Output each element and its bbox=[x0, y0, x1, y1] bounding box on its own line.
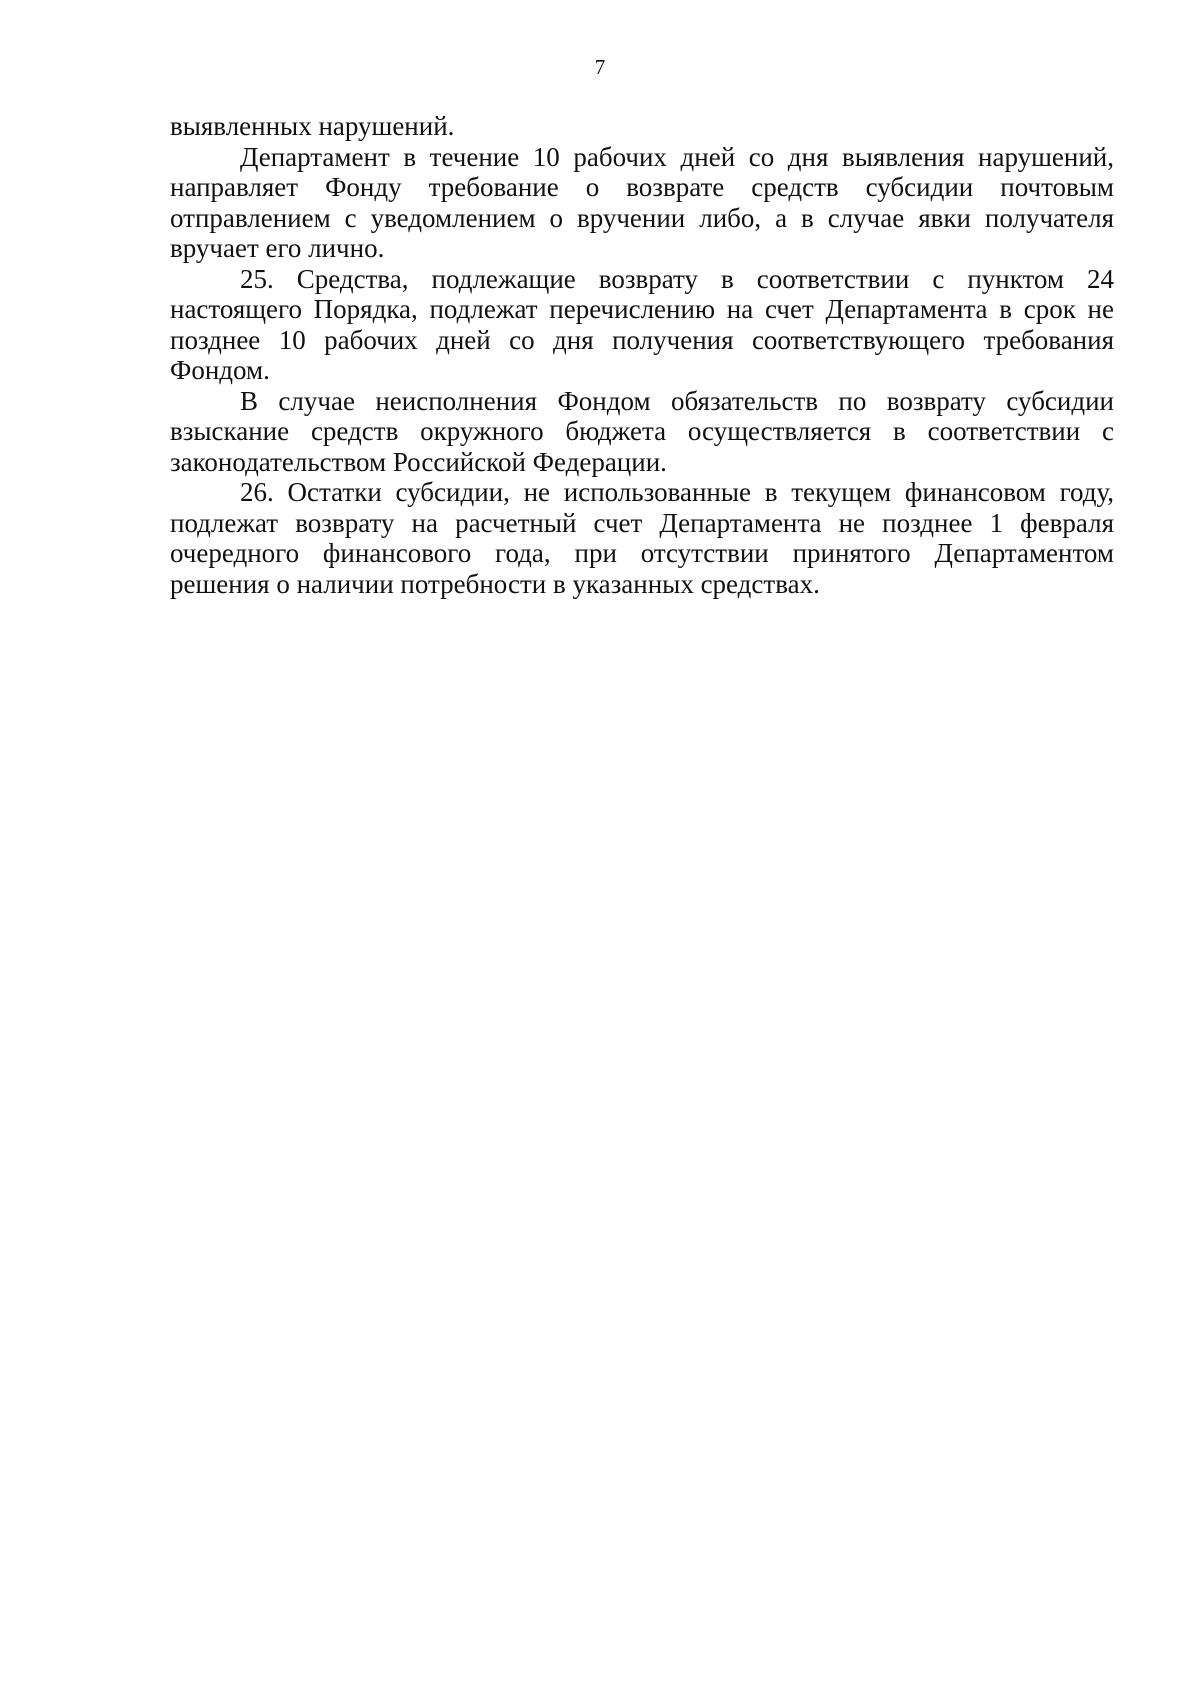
page-number: 7 bbox=[594, 55, 606, 79]
paragraph-clause-26: 26. Остатки субсидии, не использованные в текущем финансовом году, подлежат возврату на расчетный счет Департамента не позднее 1 февраля очередного финансового года, при отсутствии принятого Департаментом решения о наличии потребности в указанных средствах. bbox=[170, 477, 1114, 599]
paragraph-department-notice: Департамент в течение 10 рабочих дней со дня выявления нарушений, направляет Фонду требование о возврате средств субсидии почтовым отправлением с уведомлением о вручении либо, а в случае явки получателя вручает его лично. bbox=[170, 141, 1114, 263]
paragraph-enforcement: В случае неисполнения Фондом обязательств по возврату субсидии взыскание средств окружного бюджета осуществляется в соответствии с законодательством Российской Федерации. bbox=[170, 385, 1114, 477]
paragraph-clause-25: 25. Средства, подлежащие возврату в соответствии с пунктом 24 настоящего Порядка, подлежат перечислению на счет Департамента в срок не позднее 10 рабочих дней со дня получения соответствующего требования Фондом. bbox=[170, 263, 1114, 385]
document-body bbox=[170, 111, 1114, 599]
paragraph-continuation: выявленных нарушений. bbox=[170, 111, 455, 141]
